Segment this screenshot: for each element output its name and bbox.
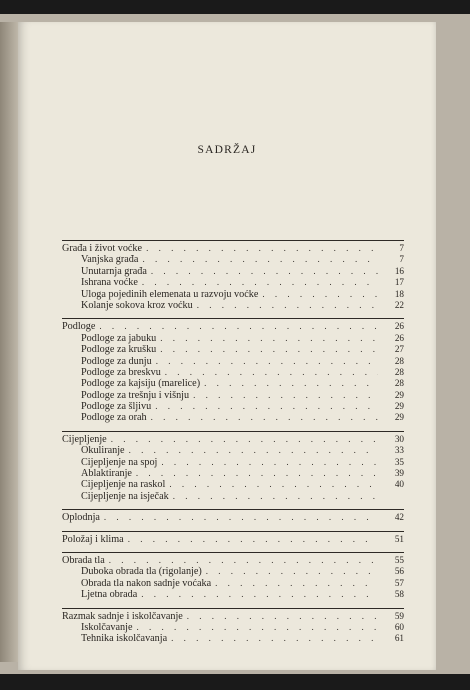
toc-section	[62, 611, 404, 622]
toc-page-number: 42	[394, 512, 404, 523]
toc-entry-title: Podloge za dunju	[81, 355, 152, 367]
toc-page-number: 58	[394, 589, 404, 600]
toc-entry-title: Ishrana voćke	[81, 277, 138, 289]
section-divider	[62, 608, 404, 609]
toc-group	[62, 318, 404, 424]
leader-dots	[104, 512, 378, 523]
toc-page-number: 55	[394, 554, 404, 565]
toc-page-number: 33	[394, 445, 404, 456]
leader-dots	[109, 555, 378, 566]
leader-dots	[136, 622, 378, 633]
toc-page-number: 18	[394, 288, 404, 299]
toc-subentry	[62, 254, 404, 265]
toc-page-number: 27	[394, 344, 404, 355]
toc-page-number: 56	[394, 566, 404, 577]
toc-entry-title: Cijepljenje na raskol	[81, 479, 166, 491]
toc-subentry	[62, 633, 404, 644]
toc-group	[62, 509, 404, 523]
leader-dots	[156, 356, 378, 367]
toc-entry-title: Oplodnja	[62, 512, 100, 524]
toc-page-number: 28	[394, 355, 404, 366]
toc-entry-title: Duboka obrada tla (rigolanje)	[81, 566, 202, 578]
toc-section	[62, 243, 404, 254]
section-divider	[62, 431, 404, 432]
toc-subentry	[62, 468, 404, 479]
leader-dots	[204, 378, 378, 389]
toc-page-number: 60	[394, 621, 404, 632]
toc-group	[62, 531, 404, 545]
leader-dots	[111, 434, 378, 445]
toc-section	[62, 512, 404, 523]
toc-section	[62, 321, 404, 332]
toc-entry-title: Cijepljenje na isječak	[81, 490, 169, 502]
leader-dots	[99, 321, 378, 332]
leader-dots	[146, 243, 378, 254]
page-title: SADRŽAJ	[197, 144, 257, 156]
toc-group	[62, 552, 404, 601]
toc-entry-title: Razmak sadnje i iskolčavanje	[62, 610, 183, 622]
toc-entry-title: Građa i život voćke	[62, 242, 143, 254]
toc-subentry	[62, 479, 404, 490]
section-divider	[62, 531, 404, 532]
leader-dots	[173, 491, 378, 502]
leader-dots	[136, 468, 378, 479]
leader-dots	[215, 578, 378, 589]
toc-subentry	[62, 378, 404, 389]
toc-entry-title: Tehnika iskolčavanja	[81, 633, 168, 645]
toc-page-number: 51	[394, 533, 404, 544]
toc-page-number: 29	[394, 401, 404, 412]
toc-entry-title: Podloge za orah	[81, 412, 147, 424]
leader-dots	[206, 566, 378, 577]
toc-entry-title: Obrada tla nakon sadnje voćaka	[81, 577, 212, 589]
toc-subentry	[62, 445, 404, 456]
leader-dots	[160, 333, 378, 344]
table-of-contents	[62, 240, 404, 652]
leader-dots	[142, 254, 378, 265]
toc-entry-title: Ljetna obrada	[81, 589, 138, 601]
toc-subentry	[62, 266, 404, 277]
toc-entry-title: Vanjska građa	[81, 254, 139, 266]
leader-dots	[142, 277, 378, 288]
toc-section	[62, 555, 404, 566]
leader-dots	[151, 412, 378, 423]
toc-page-number: 26	[394, 332, 404, 343]
toc-subentry	[62, 344, 404, 355]
leader-dots	[160, 344, 378, 355]
toc-subentry	[62, 457, 404, 468]
leader-dots	[161, 457, 378, 468]
toc-entry-title: Ablaktiranje	[81, 468, 132, 480]
toc-entry-title: Podloge za trešnju i višnju	[81, 389, 190, 401]
toc-page-number: 7	[399, 242, 404, 253]
leader-dots	[155, 401, 378, 412]
toc-section	[62, 434, 404, 445]
toc-group	[62, 608, 404, 645]
leader-dots	[171, 633, 378, 644]
toc-entry-title: Podloge za šljivu	[81, 401, 152, 413]
toc-section	[62, 534, 404, 545]
toc-entry-title: Položaj i klima	[62, 533, 124, 545]
toc-page-number: 16	[394, 265, 404, 276]
toc-subentry	[62, 289, 404, 300]
toc-subentry	[62, 277, 404, 288]
section-divider	[62, 318, 404, 319]
toc-page-number: 29	[394, 389, 404, 400]
toc-entry-title: Uloga pojedinih elemenata u razvoju voćke	[81, 288, 259, 300]
toc-subentry	[62, 412, 404, 423]
section-divider	[62, 552, 404, 553]
toc-subentry	[62, 367, 404, 378]
toc-entry-title: Okuliranje	[81, 445, 125, 457]
toc-page-number: 29	[394, 412, 404, 423]
toc-page-number: 22	[394, 299, 404, 310]
toc-subentry	[62, 333, 404, 344]
section-divider	[62, 240, 404, 241]
toc-page-number: 28	[394, 366, 404, 377]
leader-dots	[262, 289, 378, 300]
toc-entry-title: Podloge za kajsiju (marelice)	[81, 378, 201, 390]
leader-dots	[128, 534, 378, 545]
leader-dots	[165, 367, 378, 378]
toc-entry-title: Podloge za krušku	[81, 344, 157, 356]
section-divider	[62, 509, 404, 510]
book-page	[18, 22, 436, 670]
toc-entry-title: Podloge	[62, 321, 96, 333]
toc-page-number: 30	[394, 433, 404, 444]
toc-page-number: 17	[394, 277, 404, 288]
toc-entry-title: Iskolčavanje	[81, 621, 133, 633]
toc-entry-title: Obrada tla	[62, 554, 105, 566]
toc-group	[62, 431, 404, 502]
leader-dots	[151, 266, 378, 277]
toc-subentry	[62, 401, 404, 412]
toc-group	[62, 240, 404, 311]
toc-page-number: 28	[394, 378, 404, 389]
toc-entry-title: Kolanje sokova kroz voćku	[81, 299, 193, 311]
toc-subentry	[62, 300, 404, 311]
toc-entry-title: Cijepljenje	[62, 433, 107, 445]
toc-subentry	[62, 356, 404, 367]
toc-entry-title: Podloge za breskvu	[81, 366, 161, 378]
leader-dots	[169, 479, 378, 490]
toc-page-number: 39	[394, 468, 404, 479]
toc-subentry	[62, 622, 404, 633]
leader-dots	[193, 390, 378, 401]
leader-dots	[129, 445, 378, 456]
toc-page-number: 61	[394, 633, 404, 644]
toc-page-number: 35	[394, 456, 404, 467]
toc-subentry	[62, 578, 404, 589]
toc-subentry	[62, 491, 404, 502]
leader-dots	[197, 300, 378, 311]
toc-entry-title: Podloge za jabuku	[81, 332, 157, 344]
toc-subentry	[62, 390, 404, 401]
toc-page-number: 57	[394, 577, 404, 588]
toc-page-number: 26	[394, 321, 404, 332]
toc-page-number: 40	[394, 479, 404, 490]
toc-subentry	[62, 589, 404, 600]
leader-dots	[187, 611, 378, 622]
toc-page-number: 7	[399, 254, 404, 265]
toc-entry-title: Unutarnja građa	[81, 265, 147, 277]
toc-subentry	[62, 566, 404, 577]
toc-entry-title: Cijepljenje na spoj	[81, 456, 158, 468]
leader-dots	[141, 589, 378, 600]
toc-page-number: 59	[394, 610, 404, 621]
